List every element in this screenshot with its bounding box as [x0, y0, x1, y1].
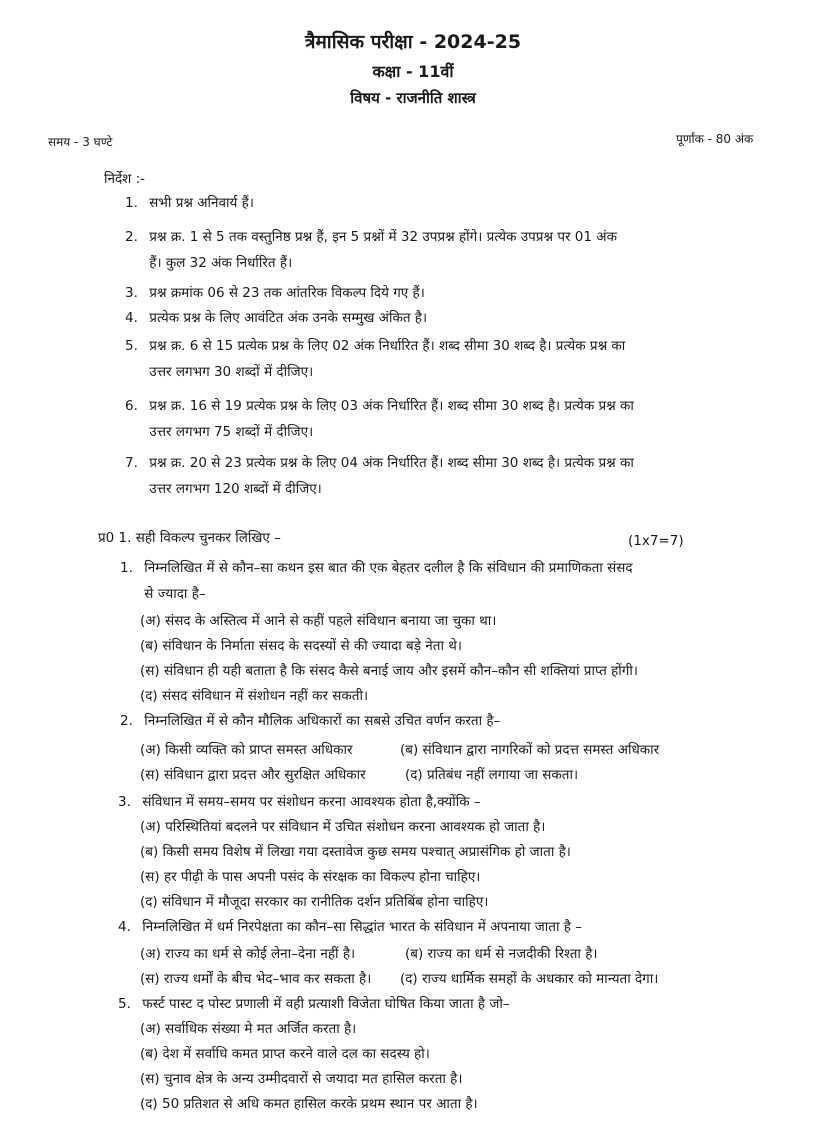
option: (ब) देश में सर्वाधि कमत प्राप्त करने वाले दल का सदस्य हो। — [140, 1046, 430, 1062]
instruction-3 — [125, 280, 425, 306]
option: (अ) सर्वाधिक संख्या मे मत अर्जित करता है। — [140, 1021, 357, 1037]
instruction-text: प्रश्न क्र. 1 से 5 तक वस्तुनिष्ठ प्रश्न हैं, इन 5 प्रश्नों में 32 उपप्रश्न होंगे। प्रत्येक उपप्रश्न पर 01 अंक — [149, 229, 617, 245]
option: (द) संविधान में मौजूदा सरकार का रानीतिक दर्शन प्रतिबिंब होना चाहिए। — [140, 894, 489, 910]
question-label: प्र0 1. — [98, 530, 132, 546]
instruction-text: प्रश्न क्रमांक 06 से 23 तक आंतरिक विकल्प दिये गए हैं। — [149, 285, 425, 301]
sub-question-1 — [120, 555, 633, 607]
option: (ब) किसी समय विशेष में लिखा गया दस्तावेज कुछ समय पश्चात् अप्रासंगिक हो जाता है। — [140, 844, 571, 860]
question-1-heading — [98, 528, 281, 546]
instruction-text: प्रश्न क्र. 20 से 23 प्रत्येक प्रश्न के लिए 04 अंक निर्धारित हैं। शब्द सीमा 30 शब्द है। प्रत्येक प्रश्न का — [149, 455, 634, 471]
instruction-text: हैं। कुल 32 अंक निर्धारित हैं। — [149, 255, 293, 271]
instruction-2 — [125, 224, 617, 276]
instruction-text: प्रश्न क्र. 16 से 19 प्रत्येक प्रश्न के लिए 03 अंक निर्धारित हैं। शब्द सीमा 30 शब्द है। प्रत्येक प्रश्न का — [149, 398, 634, 414]
option: (स) चुनाव क्षेत्र के अन्य उम्मीदवारों से जयादा मत हासिल करता है। — [140, 1071, 463, 1087]
option: (ब) संविधान के निर्माता संसद के सदस्यों से की ज्यादा बड़े नेता थे। — [140, 638, 462, 654]
option: (स) राज्य धर्मों के बीच भेद–भाव कर सकता है। — [140, 971, 372, 987]
instruction-text: उत्तर लगभग 75 शब्दों में दीजिए। — [149, 424, 314, 440]
instruction-4 — [125, 305, 427, 331]
sub-question-number: 5. — [118, 996, 131, 1012]
option: (स) हर पीढ़ी के पास अपनी पसंद के संरक्षक का विकल्प होना चाहिए। — [140, 869, 481, 885]
question-instruction: सही विकल्प चुनकर लिखिए – — [135, 530, 281, 546]
sub-question-2 — [120, 711, 500, 729]
sub-question-text: से ज्यादा है– — [144, 586, 206, 602]
sub-question-text: निम्नलिखित में धर्म निरपेक्षता का कौन–सा सिद्धांत भारत के संविधान में अपनाया जाता है – — [142, 919, 582, 935]
instruction-text: सभी प्रश्न अनिवार्य हैं। — [149, 195, 254, 211]
sub-question-text: निम्नलिखित में से कौन–सा कथन इस बात की एक बेहतर दलील है कि संविधान की प्रमाणिकता संसद — [144, 560, 633, 576]
instruction-text: उत्तर लगभग 30 शब्दों में दीजिए। — [149, 364, 314, 380]
sub-question-text: संविधान में समय–समय पर संशोधन करना आवश्यक होता है,क्योंकि – — [142, 794, 481, 810]
sub-question-5 — [118, 994, 510, 1012]
option: (अ) किसी व्यक्ति को प्राप्त समस्त अधिकार — [140, 742, 353, 758]
max-marks-label: पूर्णांक - 80 अंक — [676, 132, 754, 146]
option: (स) संविधान द्वारा प्रदत्त और सुरक्षित अधिकार — [140, 767, 366, 783]
sub-question-number: 1. — [120, 560, 133, 576]
instruction-number: 3. — [125, 285, 138, 301]
option: (द) संसद संविधान में संशोधन नहीं कर सकती। — [140, 688, 369, 704]
question-marks: (1x7=7) — [628, 533, 684, 549]
instruction-text: उत्तर लगभग 120 शब्दों में दीजिए। — [149, 481, 322, 497]
class-label: कक्षा - 11वीं — [372, 62, 454, 81]
sub-question-number: 4. — [118, 919, 131, 935]
option: (द) प्रतिबंध नहीं लगाया जा सकता। — [405, 767, 579, 783]
option: (अ) राज्य का धर्म से कोई लेना–देना नहीं है। — [140, 946, 356, 962]
sub-question-3 — [118, 792, 481, 810]
instruction-text: प्रत्येक प्रश्न के लिए आवंटित अंक उनके सम्मुख अंकित है। — [149, 310, 428, 326]
option: (ब) राज्य का धर्म से नजदीकी रिश्ता है। — [405, 946, 598, 962]
option: (अ) संसद के अस्तित्व में आने से कहीं पहले संविधान बनाया जा चुका था। — [140, 613, 497, 629]
option: (स) संविधान ही यही बताता है कि संसद कैसे बनाई जाय और इसमें कौन–कौन सी शक्तियां प्राप्त होंगी। — [140, 663, 638, 679]
instructions-heading: निर्देश :- — [104, 171, 146, 187]
time-label: समय - 3 घण्टे — [48, 135, 113, 149]
sub-question-number: 2. — [120, 713, 133, 729]
instruction-number: 5. — [125, 338, 138, 354]
sub-question-text: फर्स्ट पास्ट द पोस्ट प्रणाली में वही प्रत्याशी विजेता घोषित किया जाता है जो– — [142, 996, 510, 1012]
instruction-1 — [125, 190, 254, 216]
instruction-6 — [125, 393, 634, 445]
subject-label: विषय - राजनीति शास्त्र — [350, 89, 476, 107]
option: (द) राज्य धार्मिक समहों के अधकार को मान्यता देगा। — [400, 971, 659, 987]
instruction-5 — [125, 333, 625, 385]
instruction-text: प्रश्न क्र. 6 से 15 प्रत्येक प्रश्न के लिए 02 अंक निर्धारित हैं। शब्द सीमा 30 शब्द है। प्रत्येक प्रश्न का — [149, 338, 626, 354]
instruction-number: 1. — [125, 195, 138, 211]
sub-question-number: 3. — [118, 794, 131, 810]
sub-question-4 — [118, 917, 582, 935]
option: (ब) संविधान द्वारा नागरिकों को प्रदत्त समस्त अधिकार — [400, 742, 660, 758]
instruction-number: 4. — [125, 310, 138, 326]
sub-question-text: निम्नलिखित में से कौन मौलिक अधिकारों का सबसे उचित वर्णन करता है– — [144, 713, 501, 729]
option: (अ) परिस्थितियां बदलने पर संविधान में उचित संशोधन करना आवश्यक हो जाता है। — [140, 819, 546, 835]
instruction-number: 7. — [125, 455, 138, 471]
instruction-7 — [125, 450, 634, 502]
instruction-number: 6. — [125, 398, 138, 414]
option: (द) 50 प्रतिशत से अधि कमत हासिल करके प्रथम स्थान पर आता है। — [140, 1096, 478, 1112]
instruction-number: 2. — [125, 229, 138, 245]
exam-title: त्रैमासिक परीक्षा - 2024-25 — [304, 31, 522, 53]
